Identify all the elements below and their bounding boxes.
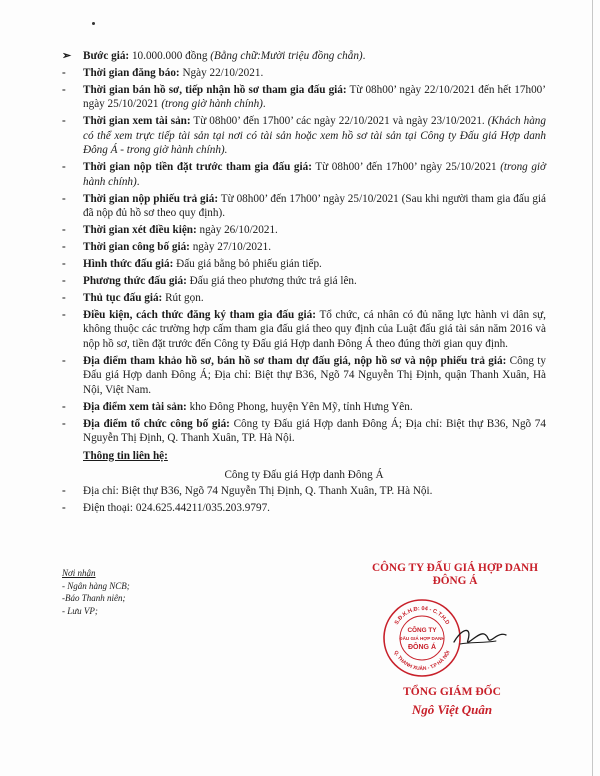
detail-label: Phương thức đấu giá:	[83, 274, 187, 287]
recipient-item: -Báo Thanh niên;	[62, 593, 126, 603]
detail-label: Địa điểm xem tài sản:	[83, 400, 187, 413]
detail-item	[62, 49, 546, 64]
detail-label: Điều kiện, cách thức đăng ký tham gia đấu giá:	[83, 308, 316, 321]
detail-label: Thủ tục đấu giá:	[83, 291, 163, 304]
detail-value: ngày 26/10/2021.	[196, 224, 278, 237]
detail-item	[62, 291, 546, 306]
detail-label: Địa điểm tổ chức công bố giá:	[83, 417, 230, 430]
bullet-marker: -	[62, 241, 66, 254]
detail-label: Bước giá:	[83, 50, 130, 62]
detail-after: .	[262, 98, 266, 111]
contact-heading: Thông tin liên hệ:	[83, 450, 168, 462]
detail-item	[62, 223, 546, 238]
handwritten-signature	[450, 618, 510, 656]
scan-edge	[592, 0, 593, 776]
detail-value: Tổ chức, cá nhân có đủ năng lực hành vi dân sự, không thuộc các trường hợp cấm tham gia đấu giá theo quy định của Luật đấu giá tài sản năm 2016 và nộp hồ sơ, tiền đặt trước đến Công ty Đấu giá Hợp danh Đông Á theo đúng thời gian quy định.	[83, 308, 546, 350]
contact-address-text: Địa chỉ: Biệt thự B36, Ngõ 74 Nguyễn Thị Định, Q. Thanh Xuân, TP. Hà Nội.	[83, 485, 433, 498]
detail-value: Đấu giá bằng bỏ phiếu gián tiếp.	[173, 258, 322, 271]
detail-item	[62, 354, 546, 398]
recipient-item: - Ngân hàng NCB;	[62, 580, 130, 591]
detail-item	[62, 257, 546, 272]
contact-phone-text: Điện thoại: 024.625.44211/035.203.9797.	[83, 502, 270, 515]
detail-label: Thời gian công bố giá:	[83, 241, 190, 254]
signature-block	[355, 562, 555, 588]
detail-item	[62, 114, 546, 158]
bullet-marker: -	[62, 274, 66, 287]
detail-tail: đồng	[182, 50, 211, 62]
detail-item	[62, 240, 546, 255]
detail-after: .	[362, 50, 366, 62]
bullet-marker: -	[62, 115, 66, 128]
director-name: Ngô Việt Quân	[411, 702, 493, 717]
bullet-marker: -	[62, 192, 66, 205]
detail-label: Thời gian xét điều kiện:	[83, 224, 197, 237]
recipient-item: - Lưu VP;	[62, 605, 98, 616]
detail-label: Hình thức đấu giá:	[83, 258, 174, 271]
bullet-marker: -	[62, 161, 66, 174]
detail-item	[62, 308, 546, 352]
detail-label: Thời gian nộp phiếu trả giá:	[83, 192, 219, 205]
seal-bottom-text: Q. THANH XUÂN - T.P HÀ NỘI	[392, 649, 452, 673]
detail-value: Rút gọn.	[162, 291, 204, 304]
detail-value: 10.000.000	[129, 50, 183, 62]
detail-item	[62, 66, 546, 81]
recipients-heading: Nơi nhận	[62, 568, 96, 578]
signing-org-line1: CÔNG TY ĐẤU GIÁ HỢP DANH	[371, 562, 538, 574]
detail-label: Thời gian nộp tiền đặt trước tham gia đấu giá:	[83, 161, 312, 174]
bullet-marker: -	[62, 66, 66, 79]
bullet-marker: -	[62, 354, 66, 367]
bullet-marker: -	[62, 258, 66, 271]
bullet-marker: -	[62, 502, 66, 515]
detail-value: Công ty Đấu giá Hợp danh Đông Á; Địa chỉ: Biệt thự B36, Ngõ 74 Nguyễn Thị Định, Q. Thanh Xuân, TP. Hà Nội.	[83, 417, 546, 445]
bullet-marker: -	[62, 485, 66, 498]
detail-label: Thời gian đăng báo:	[83, 66, 180, 79]
detail-after: .	[136, 175, 140, 188]
detail-value: Từ 08h00’ đến 17h00’ ngày 25/10/2021 (Sau khi người tham gia đấu giá đã nộp đủ hồ sơ theo quy định).	[83, 192, 546, 220]
signing-org-line2: ĐÔNG Á	[432, 575, 478, 587]
detail-value: Từ 08h00’ đến 17h00’ ngày 25/10/2021	[311, 161, 501, 174]
detail-value: Từ 08h00’ ngày 22/10/2021 đến hết 17h00’ ngày 25/10/2021	[83, 83, 546, 111]
svg-text:Q. THANH XUÂN - T.P HÀ NỘI	[392, 649, 451, 672]
detail-italic: (Bằng chữ:Mười triệu đồng chẵn)	[210, 50, 363, 62]
scan-dot	[92, 22, 95, 25]
seal-center-line2: ĐẤU GIÁ HỢP DANH	[399, 636, 445, 641]
recipients	[62, 567, 130, 617]
detail-label: Thời gian bán hồ sơ, tiếp nhận hồ sơ tham gia đấu giá:	[83, 83, 347, 96]
detail-item	[62, 160, 546, 189]
detail-italic: (trong giờ hành chính)	[161, 98, 263, 111]
contact-org: Công ty Đấu giá Hợp danh Đông Á	[224, 468, 384, 481]
bullet-marker: -	[62, 291, 66, 304]
detail-label: Địa điểm tham khảo hồ sơ, bán hồ sơ tham dự đấu giá, nộp hồ sơ và nộp phiếu trả giá:	[83, 354, 507, 367]
detail-list	[62, 49, 546, 446]
director-block	[382, 686, 522, 718]
seal-center-line3: ĐÔNG Á	[408, 644, 436, 651]
detail-value: Từ 08h00’ đến 17h00’ các ngày 22/10/2021 và ngày 23/10/2021.	[190, 115, 488, 128]
detail-label: Thời gian xem tài sản:	[83, 115, 191, 128]
seal-top-text: S.Đ.K.H.Đ: 04 - C.T.H.D	[393, 605, 451, 626]
bullet-marker: -	[62, 308, 66, 321]
detail-value: kho Đông Phong, huyện Yên Mỹ, tỉnh Hưng Yên.	[186, 400, 413, 413]
bullet-marker: -	[62, 400, 66, 413]
contact-address	[62, 484, 546, 499]
director-title: TỔNG GIÁM ĐỐC	[403, 686, 501, 698]
contact-phone	[62, 501, 546, 516]
detail-value: Ngày 22/10/2021.	[179, 66, 264, 79]
detail-value: ngày 27/10/2021.	[189, 241, 272, 254]
detail-item	[62, 400, 546, 415]
bullet-marker: ➢	[62, 50, 72, 62]
detail-item	[62, 417, 546, 446]
detail-item	[62, 274, 546, 289]
detail-item	[62, 192, 546, 221]
bullet-marker: -	[62, 83, 66, 96]
seal-center-line1: CÔNG TY	[407, 627, 437, 634]
detail-italic: (Khách hàng có thể xem trực tiếp tài sản tại nơi có tài sản hoặc xem hồ sơ tài sản tại Công ty Đấu giá Hợp danh Đông Á - trong giờ hành chính).	[83, 115, 546, 157]
detail-italic: (trong giờ hành chính)	[83, 161, 546, 188]
detail-value: Công ty Đấu giá Hợp danh Đông Á; Địa chỉ: Biệt thự B36, Ngõ 74 Nguyễn Thị Định, quận Thanh Xuân, Hà Nội, Việt Nam.	[83, 354, 546, 397]
detail-item	[62, 83, 546, 112]
auction-details	[62, 49, 546, 518]
bullet-marker: -	[62, 224, 66, 237]
detail-value: Đấu giá theo phương thức trả giá lên.	[186, 274, 357, 287]
bullet-marker: -	[62, 417, 66, 430]
